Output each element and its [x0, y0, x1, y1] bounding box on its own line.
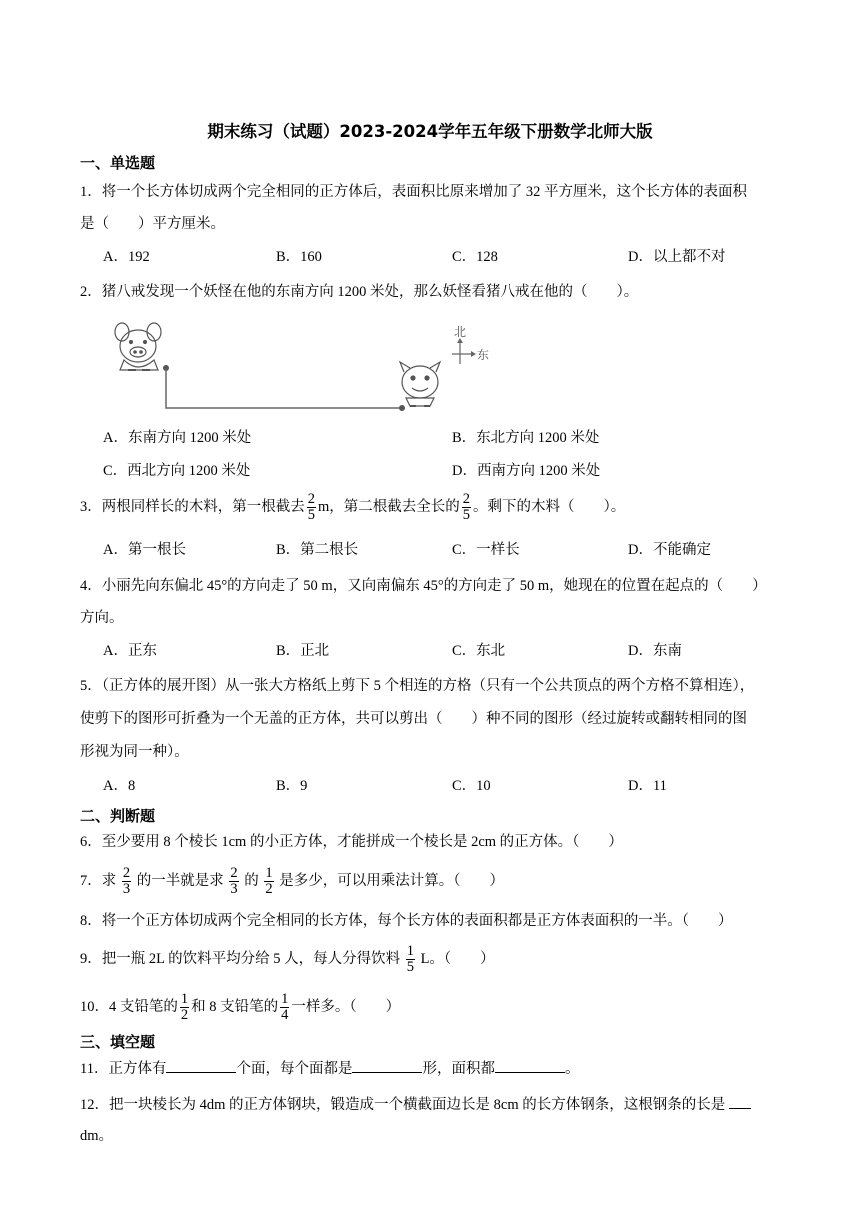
compass-north-label: 北: [454, 325, 467, 339]
q7-part1: 7．求: [80, 872, 117, 889]
q10-fraction-2: [280, 992, 289, 1023]
q2-text-line1: 2．猪八戒发现一个妖怪在他的东南方向 1200 米处，那么妖怪看猪八戒在他的（ ）。: [80, 284, 639, 300]
q10-part1: 10．4 支铅笔的: [80, 998, 178, 1015]
q10-fraction-2-numerator: 1: [281, 991, 289, 1007]
q3-fraction-2-denominator: 5: [462, 507, 471, 523]
q11-part2: 个面，每个面都是: [236, 1061, 353, 1077]
q10-part3: 一样多。（ ）: [291, 998, 401, 1015]
q3-fraction-1-denominator: 5: [307, 507, 315, 523]
q3-text: [80, 492, 625, 523]
q9-text: [80, 944, 495, 975]
q9-part1: 9．把一瓶 2L 的饮料平均分给 5 人，每人分得饮料: [80, 950, 401, 967]
route-line: [166, 368, 402, 408]
q1-option-c[interactable]: C．128: [452, 249, 498, 265]
q3-fraction-1-numerator: 2: [307, 491, 315, 507]
q7-fraction-1: [122, 866, 131, 897]
q9-part2: L。（ ）: [420, 950, 495, 967]
section-heading-true-false: 二、判断题: [80, 807, 156, 825]
q11-blank-3[interactable]: [495, 1058, 565, 1073]
section-heading-fill-in: 三、填空题: [80, 1033, 156, 1051]
q3-fraction-2-numerator: 2: [462, 491, 471, 507]
section-heading-single-choice: 一、单选题: [80, 154, 156, 172]
q7-part3: 的: [244, 872, 259, 889]
q9-fraction-numerator: 1: [406, 943, 414, 959]
q2-option-d[interactable]: D．西南方向 1200 米处: [452, 463, 601, 479]
q7-text: [80, 866, 504, 897]
q3-part3: 。剩下的木料（ ）。: [473, 498, 626, 515]
q7-fraction-3-denominator: 2: [265, 881, 273, 897]
q9-fraction: [406, 944, 415, 975]
q11-blank-1[interactable]: [166, 1058, 236, 1073]
q5-option-c[interactable]: C．10: [452, 778, 491, 794]
q1-option-a[interactable]: A．192: [103, 249, 150, 265]
q2-option-c[interactable]: C．西北方向 1200 米处: [103, 463, 251, 479]
compass-icon: [452, 325, 489, 364]
q10-fraction-1-numerator: 1: [180, 991, 189, 1007]
monster-position-dot: [399, 405, 405, 411]
q10-part2: 和 8 支铅笔的: [191, 998, 279, 1015]
q2-figure: [100, 318, 500, 418]
q12-text-line2: dm。: [80, 1128, 114, 1144]
q3-fraction-2: [462, 492, 471, 523]
q5-option-d[interactable]: D．11: [628, 778, 667, 794]
q12-blank[interactable]: [729, 1094, 751, 1109]
q9-fraction-denominator: 5: [406, 959, 414, 975]
q10-text: [80, 992, 400, 1023]
q8-text: 8．将一个正方体切成两个完全相同的长方体，每个长方体的表面积都是正方体表面积的一半。（ ）: [80, 913, 733, 929]
q7-fraction-2: [229, 866, 238, 897]
q7-fraction-3: [264, 866, 273, 897]
q1-text-line1: 1．将一个长方体切成两个完全相同的正方体后，表面积比原来增加了 32 平方厘米，这个长方体的表面积: [80, 184, 747, 200]
q4-option-a[interactable]: A．正东: [103, 643, 157, 659]
q4-text-line2: 方向。: [80, 610, 124, 626]
q7-fraction-3-numerator: 1: [265, 865, 273, 881]
q1-text-line2: 是（ ）平方厘米。: [80, 216, 225, 232]
q7-part4: 是多少，可以用乘法计算。（ ）: [279, 872, 504, 889]
q12-line1-text: 12．把一块棱长为 4dm 的正方体钢块，锻造成一个横截面边长是 8cm 的长方体钢条，这根钢条的长是: [80, 1097, 726, 1113]
q2-option-a[interactable]: A．东南方向 1200 米处: [103, 430, 252, 446]
q10-fraction-1: [180, 992, 189, 1023]
q5-option-a[interactable]: A．8: [103, 778, 136, 794]
q2-option-b[interactable]: B．东北方向 1200 米处: [452, 430, 600, 446]
q3-option-b[interactable]: B．第二根长: [276, 542, 359, 558]
q5-option-b[interactable]: B．9: [276, 778, 308, 794]
q5-text-line3: 形视为同一种）。: [80, 744, 189, 760]
q7-fraction-2-denominator: 3: [230, 881, 238, 897]
q7-part2: 的一半就是求: [136, 872, 224, 889]
q4-option-d[interactable]: D．东南: [628, 643, 682, 659]
page-title: 期末练习（试题）2023-2024学年五年级下册数学北师大版: [207, 122, 653, 141]
q7-fraction-1-numerator: 2: [122, 865, 131, 881]
q1-option-d[interactable]: D．以上都不对: [628, 249, 726, 265]
q5-text-line1: 5．（正方体的展开图）从一张大方格纸上剪下 5 个相连的方格（只有一个公共顶点的两个方格不算相连），: [80, 678, 755, 694]
q6-text: 6．至少要用 8 个棱长 1cm 的小正方体，才能拼成一个棱长是 2cm 的正方体。（ ）: [80, 834, 623, 850]
q3-option-c[interactable]: C．一样长: [452, 542, 520, 558]
q7-fraction-1-denominator: 3: [122, 881, 131, 897]
q11-blank-2[interactable]: [352, 1058, 422, 1073]
q3-option-a[interactable]: A．第一根长: [103, 542, 186, 558]
q5-text-line2: 使剪下的图形可折叠为一个无盖的正方体，共可以剪出（ ）种不同的图形（经过旋转或翻转相同的图: [80, 711, 747, 727]
pig-character-icon: [115, 323, 161, 370]
q4-text-line1: 4．小丽先向东偏北 45°的方向走了 50 m，又向南偏东 45°的方向走了 50 m，她现在的位置在起点的（ ）: [80, 578, 767, 594]
q12-text-line1: [80, 1094, 751, 1115]
q4-option-b[interactable]: B．正北: [276, 643, 330, 659]
q11-part4: 。: [564, 1061, 580, 1077]
q3-part2: m，第二根截去全长的: [318, 498, 460, 515]
q11-text: [80, 1058, 579, 1079]
compass-east-label: 东: [477, 348, 490, 362]
q3-fraction-1: [307, 492, 316, 523]
q11-part3: 形，面积都: [422, 1061, 495, 1077]
q3-part1: 3．两根同样长的木料，第一根截去: [80, 498, 305, 515]
q1-option-b[interactable]: B．160: [276, 249, 322, 265]
q10-fraction-1-denominator: 2: [180, 1007, 189, 1023]
q7-fraction-2-numerator: 2: [230, 865, 238, 881]
q10-fraction-2-denominator: 4: [281, 1007, 289, 1023]
q4-option-c[interactable]: C．东北: [452, 643, 506, 659]
monster-character-icon: [400, 362, 440, 406]
q3-option-d[interactable]: D．不能确定: [628, 542, 711, 558]
q11-part1: 11．正方体有: [80, 1061, 167, 1077]
